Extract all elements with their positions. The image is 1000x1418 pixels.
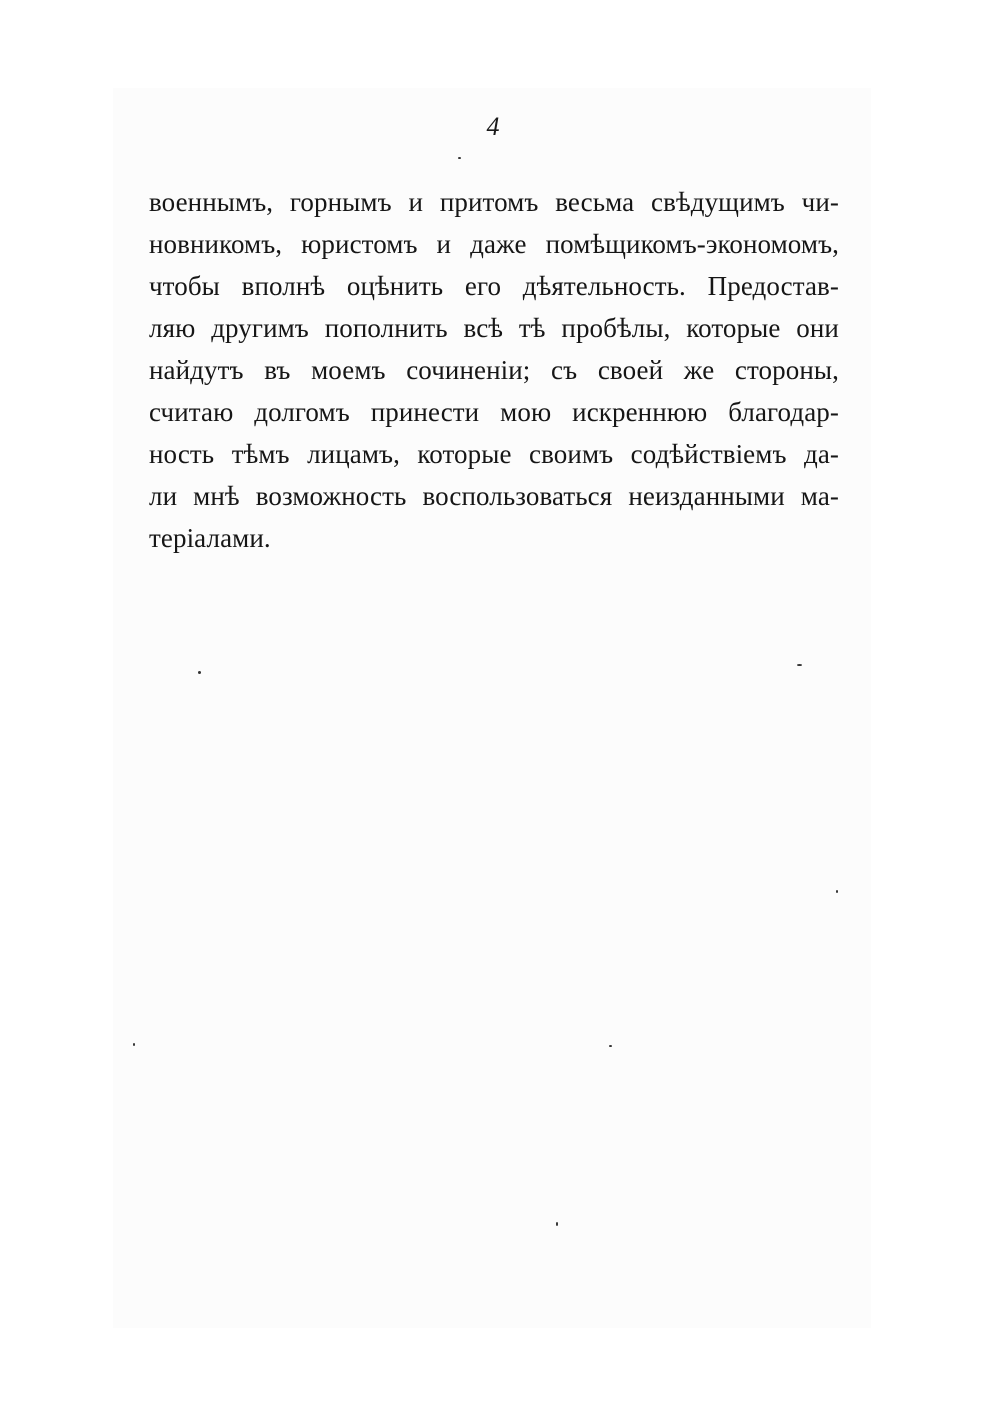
scan-speck <box>836 890 838 893</box>
text-line: ность тѣмъ лицамъ, которые своимъ содѣйствіемъ да- <box>149 439 839 469</box>
text-line: ли мнѣ возможность воспользоваться неизданными ма- <box>149 481 839 511</box>
page-number: 4 <box>486 112 500 141</box>
text-line: новникомъ, юристомъ и даже помѣщикомъ-экономомъ, <box>149 229 839 259</box>
text-line: найдутъ въ моемъ сочиненіи; съ своей же стороны, <box>149 355 839 385</box>
text-line: военнымъ, горнымъ и притомъ весьма свѣдущимъ чи- <box>149 187 839 217</box>
text-line: чтобы вполнѣ оцѣнить его дѣятельность. Предостав- <box>149 271 839 301</box>
text-line: ляю другимъ пополнить всѣ тѣ пробѣлы, которые они <box>149 313 839 343</box>
scan-speck <box>609 1045 612 1047</box>
body-paragraph <box>149 181 839 559</box>
scan-speck <box>198 671 201 674</box>
text-line: считаю долгомъ принести мою искреннюю благодар- <box>149 397 839 427</box>
scan-speck <box>458 157 461 159</box>
scan-speck <box>556 1222 558 1226</box>
scan-speck <box>797 664 802 666</box>
text-line: теріалами. <box>149 523 271 553</box>
scan-speck <box>133 1043 135 1046</box>
